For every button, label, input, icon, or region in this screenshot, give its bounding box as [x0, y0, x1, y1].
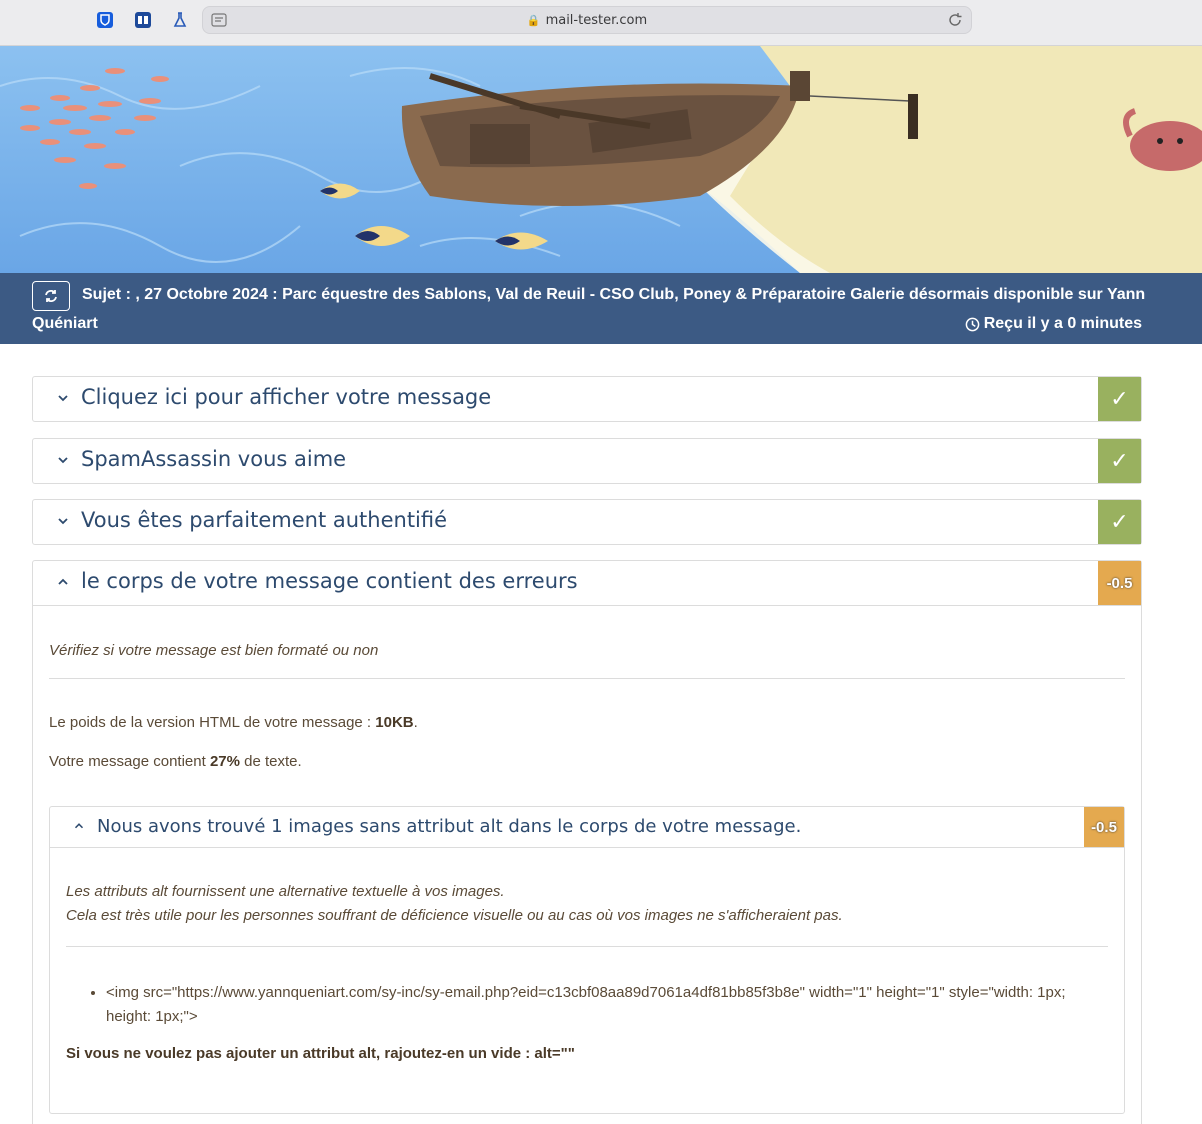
score-value: -0.5: [1091, 818, 1117, 836]
check-icon: ✓: [1110, 448, 1129, 473]
chevron-down-icon: [55, 452, 71, 468]
panel-body-errors[interactable]: [32, 560, 1142, 1124]
subpanel-title: Nous avons trouvé 1 images sans attribut alt dans le corps de votre message.: [97, 816, 802, 837]
chevron-up-icon: [72, 819, 86, 833]
address-bar[interactable]: [202, 6, 972, 34]
lock-icon: 🔒: [526, 14, 541, 27]
panel-header[interactable]: [33, 500, 1141, 544]
panel-intro: Vérifiez si votre message est bien formaté ou non: [49, 606, 1125, 679]
refresh-icon: [43, 288, 59, 304]
check-icon: ✓: [1110, 509, 1129, 534]
reader-book-icon[interactable]: [133, 10, 153, 30]
status-badge-warning: [1098, 561, 1141, 605]
panel-title: le corps de votre message contient des erreurs: [81, 569, 578, 593]
url-text: [203, 13, 971, 28]
received-time: [965, 315, 1142, 333]
panel-authentication[interactable]: [32, 499, 1142, 545]
status-badge-ok: [1098, 500, 1141, 544]
received-label: Reçu il y a 0 minutes: [983, 315, 1142, 332]
html-weight-text: [49, 714, 1125, 731]
panel-show-message[interactable]: [32, 376, 1142, 422]
panel-header[interactable]: [33, 561, 1141, 605]
refresh-button[interactable]: [32, 281, 70, 311]
alt-explanation-line: Cela est très utile pour les personnes souffrant de déficience visuelle ou au cas où vos images ne s'afficheraient pas.: [66, 907, 843, 924]
missing-alt-image-list: [66, 981, 1108, 1029]
html-weight-value: 10KB: [375, 714, 414, 731]
subpanel-header[interactable]: [50, 807, 1124, 847]
header-banner-illustration: [0, 46, 1202, 273]
panel-content: [33, 605, 1141, 1114]
status-badge-ok: [1098, 377, 1141, 421]
alt-explanation-line: Les attributs alt fournissent une alternative textuelle à vos images.: [66, 883, 505, 900]
check-icon: ✓: [1110, 386, 1129, 411]
clock-icon: [965, 317, 980, 332]
url-value: mail-tester.com: [545, 13, 648, 28]
panel-title: Vous êtes parfaitement authentifié: [81, 508, 448, 532]
reload-icon[interactable]: [947, 12, 963, 28]
text-ratio-suffix: de texte.: [239, 753, 302, 770]
html-weight-label: Le poids de la version HTML de votre message :: [49, 714, 376, 731]
alt-hint: Si vous ne voulez pas ajouter un attribut alt, rajoutez-en un vide : alt="": [66, 1045, 575, 1062]
status-badge-warning: [1084, 807, 1124, 847]
subpanel-missing-alt[interactable]: [49, 806, 1125, 1114]
score-value: -0.5: [1106, 574, 1133, 592]
panel-title: Cliquez ici pour afficher votre message: [81, 385, 492, 409]
panel-title: SpamAssassin vous aime: [81, 447, 347, 471]
list-item: • <img src="https://www.yannqueniart.com/sy-inc/sy-email.php?eid=c13cbf08aa89d7061a4df81bb85f3b8e" width="1" height="1" style="width: 1px; height: 1px;">: [106, 981, 1108, 1029]
alt-explanation: [66, 848, 1108, 947]
chevron-down-icon: [55, 390, 71, 406]
text-ratio-value: 27%: [209, 753, 240, 770]
subpanel-content: [50, 847, 1124, 1113]
panel-header[interactable]: [33, 377, 1141, 421]
text-ratio-label: Votre message contient: [49, 753, 210, 770]
message-subject-continued: Quéniart: [32, 315, 98, 332]
text-ratio-text: [49, 753, 1125, 770]
bitwarden-icon[interactable]: [95, 10, 115, 30]
flask-icon[interactable]: [170, 10, 190, 30]
panel-header[interactable]: [33, 439, 1141, 483]
chevron-down-icon: [55, 513, 71, 529]
panel-spamassassin[interactable]: [32, 438, 1142, 484]
browser-toolbar: [0, 0, 1202, 46]
status-badge-ok: [1098, 439, 1141, 483]
message-subject: Sujet : , 27 Octobre 2024 : Parc équestre des Sablons, Val de Reuil - CSO Club, Poney & Préparatoire Galerie désormais disponible sur Yann: [82, 286, 1146, 303]
chevron-up-icon: [55, 574, 71, 590]
message-subject-bar: [0, 273, 1202, 344]
html-weight-suffix: .: [413, 714, 418, 731]
